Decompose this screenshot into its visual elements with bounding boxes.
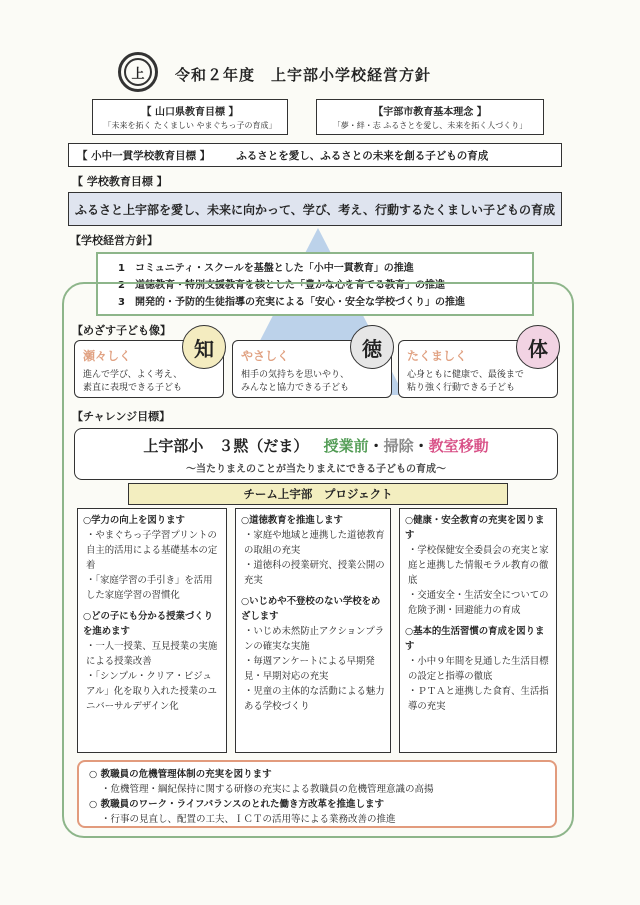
policy-item: 2 道徳教育・特別支援教育を核とした「豊かな心を育てる教育」の推進 xyxy=(118,280,445,291)
badge-chi-char: 知 xyxy=(194,336,214,361)
staff-box xyxy=(77,760,557,828)
column-bullet: ・一人一授業、互見授業の実施による授業改善 xyxy=(86,641,218,667)
challenge-item-moving: 教室移動 xyxy=(428,437,489,455)
project-banner xyxy=(128,483,508,505)
ideal-card-text: みんなと協力できる子ども xyxy=(241,383,350,393)
column-bullet: ・児童の主体的な活動による魅力ある学校づくり xyxy=(244,686,385,712)
project-column-2 xyxy=(235,508,391,753)
pref-goal-title: 【 山口県教育目標 】 xyxy=(141,107,239,118)
school-emblem xyxy=(118,52,158,92)
ideal-card-title: やさしく xyxy=(241,349,290,363)
badge-tai-char: 体 xyxy=(528,336,548,361)
ideal-card-title: 瀬々しく xyxy=(83,349,132,363)
consistent-goal-label: 【 小中一貫学校教育目標 】 xyxy=(77,149,211,162)
ideal-child-label: 【めざす子ども像】 xyxy=(72,324,171,337)
column-bullet: ・「家庭学習の手引き」を活用した家庭学習の習慣化 xyxy=(86,575,213,601)
challenge-item-cleaning: 掃除 xyxy=(383,437,414,455)
project-title: チーム上宇部 プロジェクト xyxy=(243,487,393,501)
city-goal-box xyxy=(316,99,544,135)
column-bullet: ・やまぐちっ子学習プリントの自主的活用による基礎基本の定着 xyxy=(86,530,218,571)
column-bullet: ・いじめ未然防止アクションプランの確実な実施 xyxy=(244,626,385,652)
staff-heading: ○ 教職員の危機管理体制の充実を図ります xyxy=(89,769,272,780)
ideal-card-title: たくましく xyxy=(407,349,468,363)
column-bullet: ・毎週アンケートによる早期発見・早期対応の充実 xyxy=(244,656,375,682)
school-goal-band xyxy=(68,192,562,226)
staff-bullet: ・危機管理・綱紀保持に関する研修の充実による教職員の危機管理意識の高揚 xyxy=(101,784,434,795)
page-title: 令和２年度 上宇部小学校経営方針 xyxy=(175,66,432,84)
consistent-goal-text: ふるさとを愛し、ふるさとの未来を創る子どもの育成 xyxy=(236,149,489,162)
policy-item: 1 コミュニティ・スクールを基盤とした「小中一貫教育」の推進 xyxy=(118,263,414,274)
ideal-card-text: 相手の気持ちを思いやり、 xyxy=(241,370,350,380)
column-heading: ○学力の向上を図ります xyxy=(83,515,185,526)
challenge-main xyxy=(75,435,557,456)
ideal-card-text: 粘り強く行動できる子ども xyxy=(407,383,516,393)
school-goal-label: 【 学校教育目標 】 xyxy=(72,175,168,188)
emblem-char: 上 xyxy=(124,58,152,86)
column-heading: ○どの子にも分かる授業づくりを進めます xyxy=(83,611,214,637)
column-bullet: ・家庭や地域と連携した道徳教育の取組の充実 xyxy=(244,530,385,556)
ideal-card-text: 進んで学び、よく考え、 xyxy=(83,370,183,380)
challenge-label: 【チャレンジ目標】 xyxy=(72,410,171,423)
badge-toku xyxy=(350,325,394,369)
badge-tai xyxy=(516,325,560,369)
pref-goal-box xyxy=(92,99,288,135)
column-bullet: ・小中９年間を見通した生活目標の設定と指導の徹底 xyxy=(408,656,549,682)
column-bullet: ・ＰＴＡと連携した食育、生活指導の充実 xyxy=(408,686,549,712)
column-bullet: ・交通安全・生活安全についての危険予測・回避能力の育成 xyxy=(408,590,549,616)
column-heading: ○道徳教育を推進します xyxy=(241,515,343,526)
project-column-1 xyxy=(77,508,227,753)
policy-label: 【学校経営方針】 xyxy=(70,234,158,247)
badge-toku-char: 徳 xyxy=(362,336,382,361)
policy-item: 3 開発的・予防的生徒指導の充実による「安心・安全な学校づくり」の推進 xyxy=(118,297,465,308)
column-heading: ○健康・安全教育の充実を図ります xyxy=(405,515,545,541)
column-bullet: ・学校保健安全委員会の充実と家庭と連携した情報モラル教育の徹底 xyxy=(408,545,549,586)
column-bullet: ・「シンプル・クリア・ビジュアル」化を取り入れた授業のユニバーサルデザイン化 xyxy=(86,671,217,712)
challenge-dot: ・ xyxy=(413,437,429,455)
staff-heading: ○ 教職員のワーク・ライフバランスのとれた働き方改革を推進します xyxy=(89,799,384,810)
column-heading: ○いじめや不登校のない学校をめざします xyxy=(241,596,381,622)
challenge-box xyxy=(74,428,558,480)
column-heading: ○基本的生活習慣の育成を図ります xyxy=(405,626,545,652)
challenge-dot: ・ xyxy=(368,437,384,455)
consistent-goal-box xyxy=(68,143,562,167)
project-column-3 xyxy=(399,508,557,753)
city-goal-text: 「夢・絆・志 ふるさとを愛し、未来を拓く人づくり」 xyxy=(332,121,528,130)
ideal-card-text: 素直に表現できる子ども xyxy=(83,383,183,393)
column-bullet: ・道徳科の授業研究、授業公開の充実 xyxy=(244,560,385,586)
ideal-card-text: 心身ともに健康で、最後まで xyxy=(407,370,524,380)
staff-bullet: ・行事の見直し、配置の工夫、ＩＣＴの活用等による業務改善の推進 xyxy=(101,814,396,825)
school-goal-text: ふるさと上宇部を愛し、未来に向かって、学び、考え、行動するたくましい子どもの育成 xyxy=(74,202,555,217)
city-goal-title: 【宇部市教育基本理念 】 xyxy=(373,107,487,118)
badge-chi xyxy=(182,325,226,369)
challenge-sub: ～当たりまえのことが当たりまえにできる子どもの育成～ xyxy=(186,464,446,475)
challenge-item-before-class: 授業前 xyxy=(323,437,369,455)
challenge-prefix: 上宇部小 ３黙（だま） xyxy=(143,437,309,455)
pref-goal-text: 「未来を拓く たくましい やまぐちっ子の育成」 xyxy=(103,121,277,130)
